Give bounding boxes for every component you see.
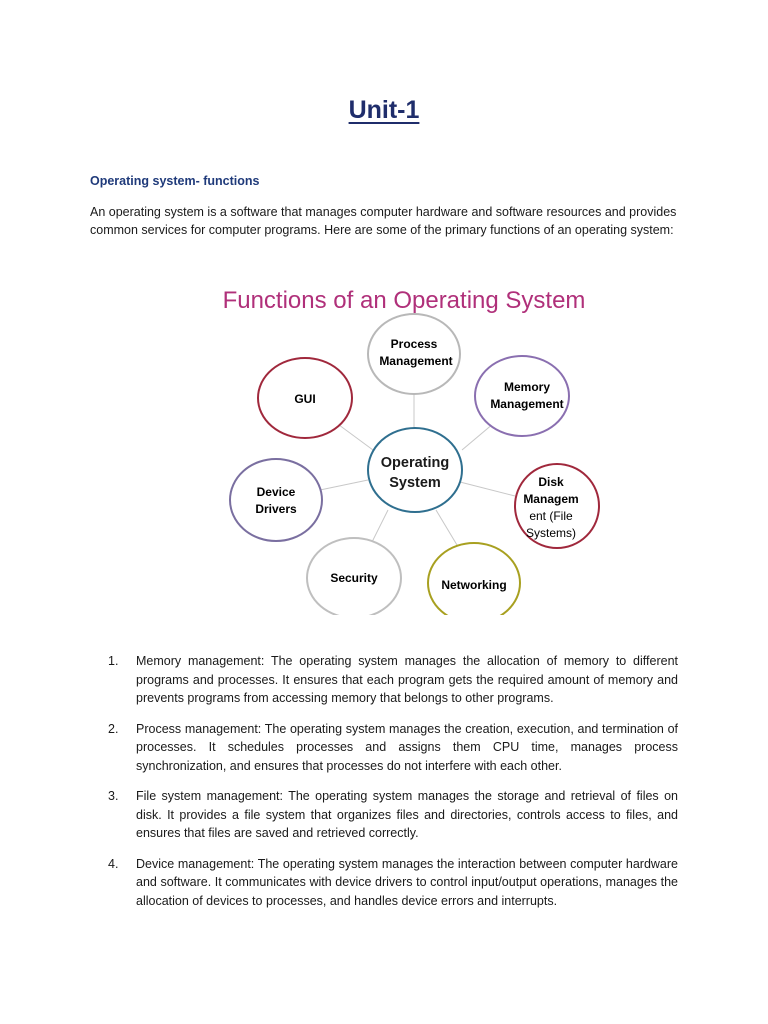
node-gui bbox=[258, 358, 352, 438]
page-title-text: Unit-1 bbox=[348, 96, 420, 124]
node-process-line2: Management bbox=[379, 354, 453, 368]
node-disk-line2: Managem bbox=[523, 492, 579, 506]
list-item bbox=[108, 855, 678, 911]
diagram-center bbox=[368, 428, 462, 512]
node-memory-line2: Management bbox=[490, 397, 564, 411]
list-item-text: Process management: The operating system manages the creation, execution, and termination of processes. It schedules processes and assigns them CPU time, manages process synchronization, and ensures that processes do not interfere with each other. bbox=[136, 721, 678, 773]
node-memory-line1: Memory bbox=[503, 380, 551, 394]
functions-list bbox=[108, 652, 678, 922]
page-title bbox=[0, 96, 768, 125]
node-device-line2: Drivers bbox=[255, 502, 297, 516]
center-label-line2: System bbox=[389, 475, 441, 491]
list-item bbox=[108, 787, 678, 843]
node-disk-line1: Disk bbox=[538, 475, 564, 489]
section-heading: Operating system- functions bbox=[90, 174, 260, 188]
node-security bbox=[307, 538, 401, 615]
node-device-line1: Device bbox=[256, 485, 296, 499]
node-disk-management bbox=[515, 464, 599, 548]
connector-disk bbox=[460, 482, 515, 496]
node-security-line1: Security bbox=[330, 571, 378, 585]
intro-paragraph: An operating system is a software that manages computer hardware and software resources and provides common services for computer programs. Here are some of the primary functions of an operating system: bbox=[90, 205, 677, 237]
os-functions-diagram bbox=[0, 270, 768, 615]
diagram-title: Functions of an Operating System bbox=[222, 287, 586, 314]
list-item bbox=[108, 720, 678, 776]
node-networking-line1: Networking bbox=[441, 578, 507, 592]
connector-device bbox=[320, 480, 368, 490]
connector-networking bbox=[436, 510, 460, 550]
node-networking bbox=[428, 543, 520, 615]
node-process-management bbox=[368, 314, 460, 394]
list-item-number: 1. bbox=[108, 654, 119, 668]
center-label-line1: Operating bbox=[380, 455, 450, 471]
node-disk-line4: Systems) bbox=[525, 526, 577, 540]
list-item-text: Device management: The operating system manages the interaction between computer hardware and software. It communicates with device drivers to control input/output operations, manages the allocation of devices to processes, and handles device errors and interrupts. bbox=[136, 856, 678, 908]
node-memory-ellipse bbox=[475, 356, 569, 436]
node-device-drivers bbox=[230, 459, 322, 541]
node-process-line1: Process bbox=[390, 337, 438, 351]
node-memory-management bbox=[475, 356, 569, 436]
list-item-number: 3. bbox=[108, 789, 119, 803]
list-item-text: Memory management: The operating system manages the allocation of memory to different programs and processes. It ensures that each program gets the required amount of memory and prevents programs from accessing memory that belongs to other programs. bbox=[136, 654, 678, 705]
node-gui-line1: GUI bbox=[294, 392, 316, 406]
connector-gui bbox=[335, 422, 373, 450]
node-device-ellipse bbox=[230, 459, 322, 541]
list-item bbox=[108, 652, 678, 708]
list-item-text: File system management: The operating system manages the storage and retrieval of files on disk. It provides a file system that organizes files and directories, controls access to files, and ensures that files are saved and retrieved correctly. bbox=[136, 789, 678, 840]
list-item-number: 2. bbox=[108, 721, 119, 736]
node-disk-line3: ent (File bbox=[529, 509, 573, 523]
list-item-number: 4. bbox=[108, 856, 119, 871]
